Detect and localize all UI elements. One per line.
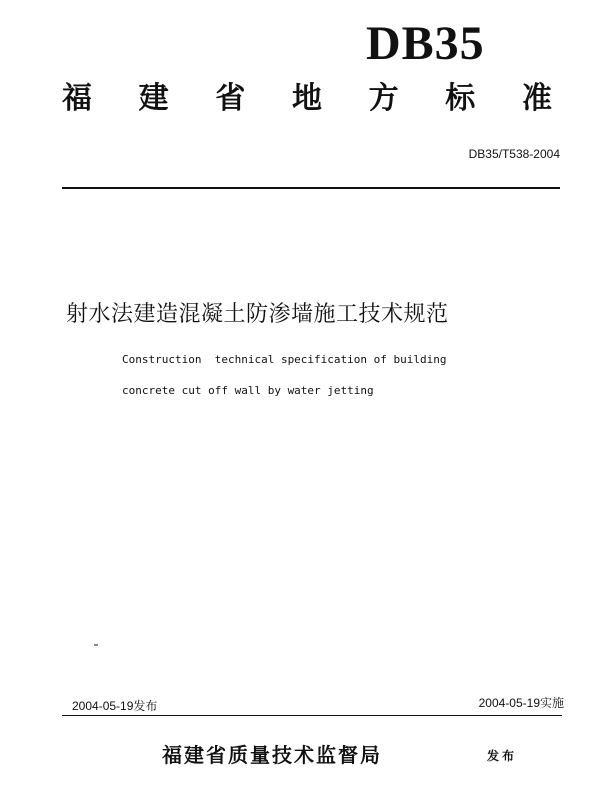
standard-code: DB35 — [366, 17, 485, 70]
document-title-english-line-1: Construction technical specification of building — [122, 353, 447, 366]
standard-type-char: 省 — [215, 81, 246, 116]
standard-type-title — [62, 81, 552, 116]
standard-type-char: 准 — [521, 81, 552, 116]
standard-type-char: 标 — [445, 81, 476, 116]
standard-type-char: 建 — [138, 81, 169, 116]
standard-type-char: 福 — [62, 81, 92, 116]
scan-speck — [94, 644, 98, 646]
footer-divider — [62, 715, 562, 716]
issue-date: 2004-05-19发布 — [72, 699, 158, 713]
document-title-chinese: 射水法建造混凝土防渗墙施工技术规范 — [66, 302, 449, 327]
standard-number: DB35/T538-2004 — [468, 147, 560, 161]
header-divider — [62, 187, 560, 189]
issued-label: 发布 — [487, 749, 518, 763]
issuing-authority: 福建省质量技术监督局 — [162, 743, 382, 767]
standard-type-char: 地 — [291, 81, 322, 116]
document-title-english-line-2: concrete cut off wall by water jetting — [122, 384, 374, 397]
implementation-date: 2004-05-19实施 — [478, 696, 564, 710]
standard-type-char: 方 — [368, 81, 399, 116]
